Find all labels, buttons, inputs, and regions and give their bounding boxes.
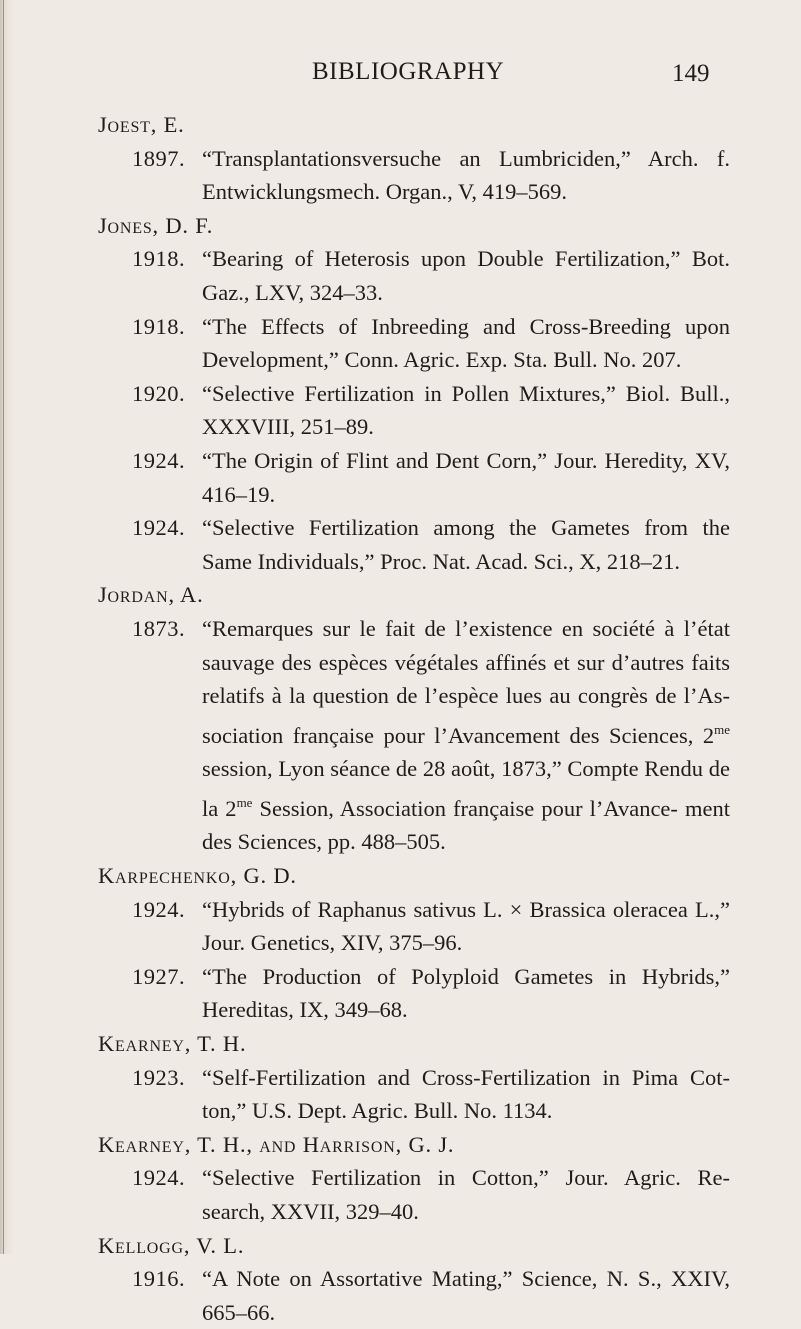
bibliography-entry [98, 242, 730, 309]
bibliography-entry [98, 893, 730, 960]
entry-year: 1923. [132, 1064, 186, 1090]
bibliography-entry [98, 1262, 730, 1329]
bibliography-entry [98, 310, 730, 377]
entry-citation: “Remarques sur le fait de l’existence en société à l’état sauvage des espèces végétales affinés et sur d’autres faits relatifs à la question de l’espèce lues au congrès de l’As- sociation française pour l’Avancement des Sciences, $2^{me}$ session, Lyon séance de 28 août, 1873,” Compte Rendu de la $2^{me}$ Session, Association française pour l’Avance- ment des Sciences, pp. 488–505. [202, 615, 731, 855]
entry-year: 1924. [132, 1165, 186, 1191]
entry-citation: “Transplantationsversuche an Lumbriciden,” Arch. f. Entwicklungsmech. Organ., V, 419–569. [202, 145, 730, 205]
entry-year: 1873. [132, 615, 186, 641]
entry-citation: “Selective Fertilization in Cotton,” Jour. Agric. Re- search, XXVII, 329–40. [202, 1165, 730, 1224]
bibliography-entry [98, 612, 730, 859]
author-heading: Jones, D. F. [98, 212, 214, 238]
bibliography-entry [98, 377, 730, 444]
entry-citation: “Hybrids of Raphanus sativus L. × Brassica oleracea L.,” Jour. Genetics, XIV, 375–96. [202, 896, 730, 956]
entry-year: 1916. [132, 1266, 186, 1292]
entry-year: 1918. [132, 246, 186, 272]
author-heading: Karpechenko, G. D. [98, 863, 297, 889]
bibliography-entry [98, 1061, 730, 1128]
author-heading: Kearney, T. H. [98, 1031, 247, 1057]
entry-year: 1920. [132, 380, 186, 406]
entry-year: 1927. [132, 963, 186, 989]
bibliography-list [98, 108, 730, 1329]
entry-year: 1924. [132, 447, 186, 473]
author-heading: Jordan, A. [98, 582, 204, 608]
entry-year: 1924. [132, 896, 186, 922]
page-edge-line [3, 0, 4, 1254]
entry-citation: “A Note on Assortative Mating,” Science, N. S., XXIV, 665–66. [202, 1266, 730, 1325]
page-header [0, 58, 801, 92]
author-heading: Kellogg, V. L. [98, 1232, 245, 1258]
entry-citation: “The Production of Polyploid Gametes in Hybrids,” Hereditas, IX, 349–68. [202, 963, 730, 1023]
author-heading: Joest, E. [98, 112, 185, 137]
entry-citation: “The Effects of Inbreeding and Cross-Breeding upon Development,” Conn. Agric. Exp. Sta. Bull. No. 207. [202, 313, 730, 373]
bibliography-entry [98, 960, 730, 1027]
entry-citation: “Selective Fertilization among the Gametes from the Same Individuals,” Proc. Nat. Acad. Sci., X, 218–21. [202, 515, 730, 574]
entry-citation: “Bearing of Heterosis upon Double Fertilization,” Bot. Gaz., LXV, 324–33. [202, 246, 730, 305]
entry-citation: “The Origin of Flint and Dent Corn,” Jour. Heredity, XV, 416–19. [202, 447, 730, 507]
entry-citation: “Self-Fertilization and Cross-Fertilization in Pima Cot- ton,” U.S. Dept. Agric. Bull. No. 1134. [202, 1064, 730, 1124]
superscript: me [714, 721, 730, 737]
entry-year: 1918. [132, 313, 186, 339]
entry-year: 1897. [132, 145, 186, 171]
bibliography-entry [98, 142, 730, 209]
superscript: me [236, 794, 253, 810]
running-title: BIBLIOGRAPHY [312, 58, 505, 85]
entry-year: 1924. [132, 515, 186, 541]
entry-citation: “Selective Fertilization in Pollen Mixtures,” Biol. Bull., XXXVIII, 251–89. [202, 380, 730, 440]
bibliography-entry [98, 1161, 730, 1228]
bibliography-entry [98, 444, 730, 511]
author-heading: Kearney, T. H., and Harrison, G. J. [98, 1131, 455, 1157]
bibliography-entry [98, 511, 730, 578]
page-number: 149 [672, 60, 710, 87]
